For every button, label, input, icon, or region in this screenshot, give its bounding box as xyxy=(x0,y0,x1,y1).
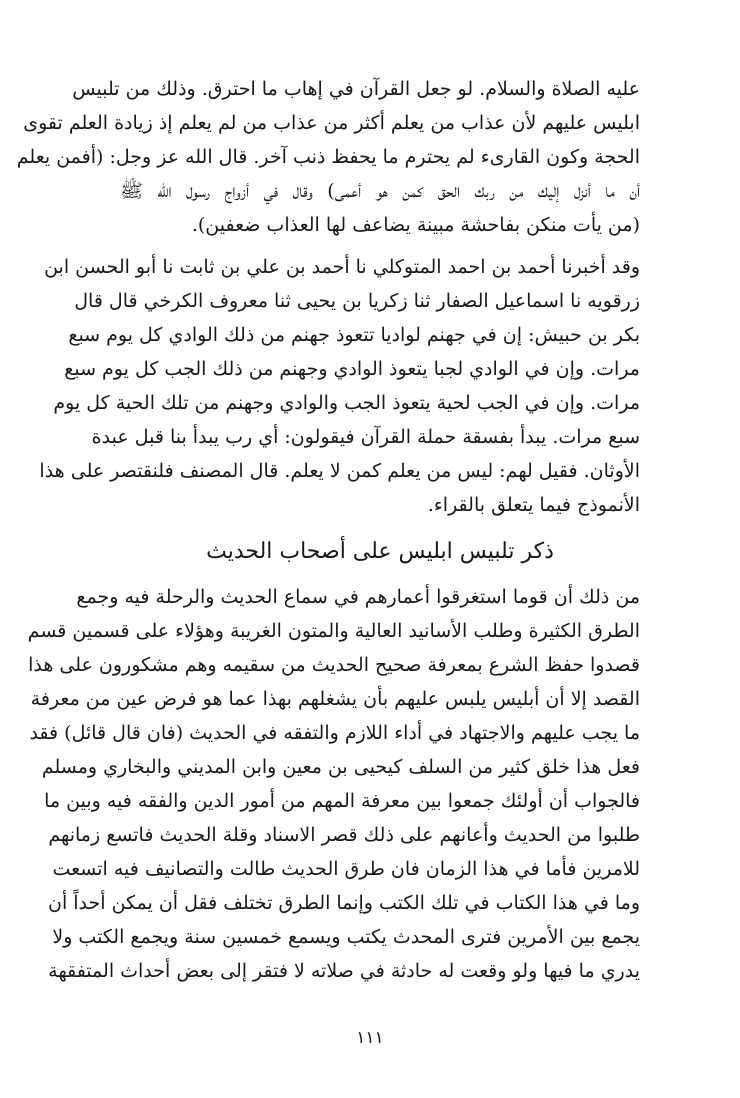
text-line: القصد إلا أن أبليس يلبس عليهم بأن يشغلهم بهذا عما هو فرض عين من معرفة xyxy=(30,688,640,710)
text-line: وما في هذا الكتاب في تلك الكتب وإنما الطرق تختلف فقل أن يمكن أحداً أن xyxy=(47,892,640,914)
text-line: بكر بن حبيش: إن في جهنم لواديا تتعوذ جهنم من ذلك الوادي كل يوم سبع xyxy=(68,324,640,346)
text-line: الطرق الكثيرة وطلب الأسانيد العالية والمتون الغريبة وهؤلاء على قسمين قسم xyxy=(27,620,640,642)
paragraph-gap xyxy=(120,242,640,250)
text-line: ابليس عليهم لأن عذاب من يعلم أكثر من عذاب من لم يعلم إذ زيادة العلم تقوى xyxy=(23,112,640,134)
text-line: مرات. وإن في الجب لحية يتعوذ الجب والوادي وجهنم من تلك الحية كل يوم xyxy=(53,392,640,414)
text-line: (من يأت منكن بفاحشة مبينة يضاعف لها العذاب ضعفين). xyxy=(191,214,640,236)
text-line: أن ما أنزل إليك من ربك الحق كمن هو أعمى) وقال في أزواج رسول الله ﷺ xyxy=(120,180,640,202)
text-line: مرات. وإن في الوادي لجبا يتعوذ الوادي وجهنم من ذلك الجب كل يوم سبع xyxy=(64,358,640,380)
text-line: عليه الصلاة والسلام. لو جعل القرآن في إهاب ما احترق. وذلك من تلبيس xyxy=(72,78,640,100)
paragraph-2 xyxy=(39,250,640,522)
text-line: ما يجب عليهم والاجتهاد في أداء اللازم والتفقه في الحديث (فان قال قائل) فقد xyxy=(29,722,640,744)
text-line: الأوثان. فقيل لهم: ليس من يعلم كمن لا يعلم. قال المصنف فلنقتصر على هذا xyxy=(39,460,640,482)
text-line: سبع مرات. يبدأ بفسقة حملة القرآن فيقولون: أي رب يبدأ بنا قبل عبدة xyxy=(91,426,640,448)
text-line: يدري ما فيها ولو وقعت له حادثة في صلاته لا فتقر إلى بعض أحداث المتفقهة xyxy=(48,960,640,982)
text-line: طلبوا من الحديث وأعانهم على ذلك قصر الاسناد وقلة الحديث فاتسع زمانهم xyxy=(48,824,640,846)
book-page xyxy=(16,72,640,988)
section-heading: ذكر تلبيس ابليس على أصحاب الحديث xyxy=(206,539,554,564)
text-line: الأنموذج فيما يتعلق بالقراء. xyxy=(427,494,640,516)
text-line: الحجة وكون القارىء لم يحترم ما يحفظ ذنب آخر. قال الله عز وجل: (أفمن يعلم xyxy=(16,146,640,168)
paragraph-3 xyxy=(27,580,640,988)
text-line: فالجواب أن أولئك جمعوا بين معرفة المهم من أمور الدين والفقه فيه وبين ما xyxy=(44,790,640,812)
text-line: فعل هذا خلق كثير من السلف كيحيى بن معين وابن المديني والبخاري ومسلم xyxy=(41,756,640,778)
page-number: ١١١ xyxy=(356,1028,384,1048)
paragraph-1 xyxy=(16,72,640,242)
text-line: من ذلك أن قوما استغرقوا أعمارهم في سماع الحديث والرحلة فيه وجمع xyxy=(76,586,640,608)
text-line: قصدوا حفظ الشرع بمعرفة صحيح الحديث من سقيمه وهم مشكورون على هذا xyxy=(28,654,640,676)
text-line: زرقويه نا اسماعيل الصفار ثنا زكريا بن يحيى ثنا معروف الكرخي قال قال xyxy=(74,290,640,312)
text-line: وقد أخبرنا أحمد بن احمد المتوكلي نا أحمد بن علي بن ثابت نا أبو الحسن ابن xyxy=(44,256,640,278)
text-line: يجمع بين الأمرين فترى المحدث يكتب ويسمع خمسين سنة ويجمع الكتب ولا xyxy=(52,926,640,948)
text-line: للامرين فأما في هذا الزمان فان طرق الحديث طالت والتصانيف فيه اتسعت xyxy=(52,858,640,880)
